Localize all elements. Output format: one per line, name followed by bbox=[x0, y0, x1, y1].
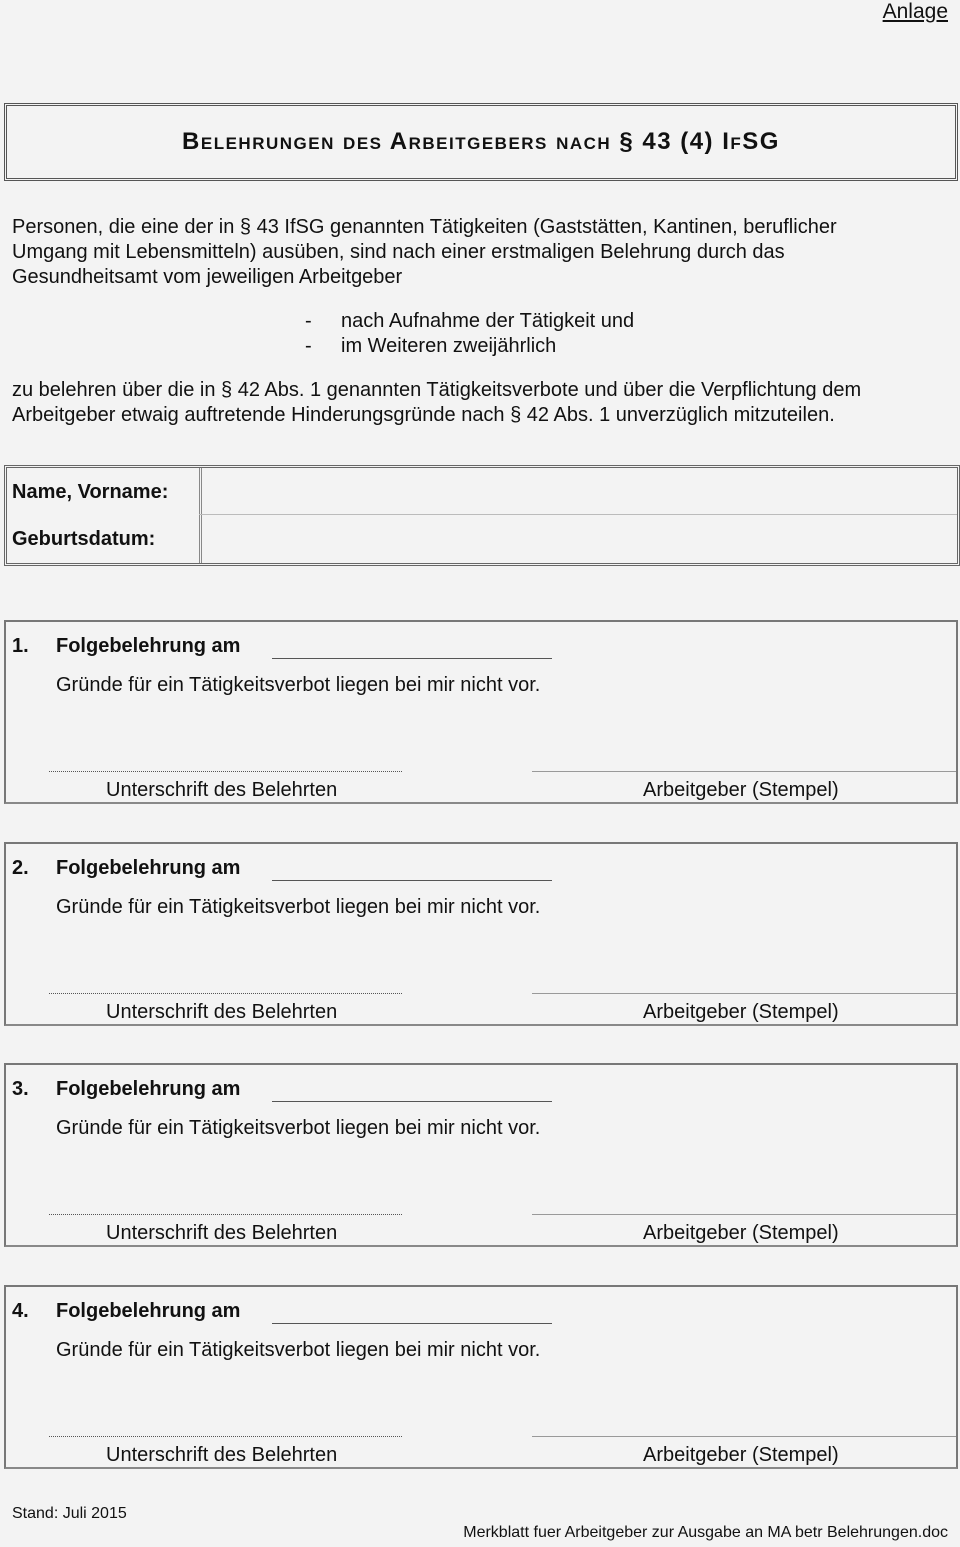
section-number: 3. bbox=[12, 1078, 29, 1100]
section-heading: Folgebelehrung am bbox=[56, 1300, 241, 1322]
person-table bbox=[4, 465, 960, 566]
page-title: Belehrungen des Arbeitgebers nach § 43 (4) IfSG bbox=[182, 128, 780, 155]
date-field[interactable] bbox=[272, 658, 552, 659]
birthdate-label: Geburtsdatum: bbox=[12, 528, 156, 550]
declaration-text: Gründe für ein Tätigkeitsverbot liegen bei mir nicht vor. bbox=[56, 896, 541, 918]
bullet-text: nach Aufnahme der Tätigkeit und bbox=[341, 310, 635, 332]
employer-stamp-label: Arbeitgeber (Stempel) bbox=[643, 1444, 839, 1466]
closing-paragraph bbox=[12, 378, 861, 428]
footer-filename: Merkblatt fuer Arbeitgeber zur Ausgabe an MA betr Belehrungen.doc bbox=[463, 1524, 948, 1541]
employee-signature-label: Unterschrift des Belehrten bbox=[106, 1444, 338, 1466]
stand-date: Stand: Juli 2015 bbox=[12, 1505, 127, 1522]
bullet-text: im Weiteren zweijährlich bbox=[341, 335, 557, 357]
bullet-dash: - bbox=[305, 310, 312, 332]
follow-up-section-3 bbox=[4, 1063, 958, 1247]
signature-line-employee[interactable] bbox=[49, 1214, 402, 1215]
closing-line: Arbeitgeber etwaig auftretende Hinderungsgründe nach § 42 Abs. 1 unverzüglich mitzuteilen. bbox=[12, 404, 835, 426]
follow-up-section-1 bbox=[4, 620, 958, 804]
employee-signature-label: Unterschrift des Belehrten bbox=[106, 1001, 338, 1023]
declaration-text: Gründe für ein Tätigkeitsverbot liegen bei mir nicht vor. bbox=[56, 674, 541, 696]
declaration-text: Gründe für ein Tätigkeitsverbot liegen bei mir nicht vor. bbox=[56, 1117, 541, 1139]
title-box bbox=[4, 103, 958, 181]
signature-line-employee[interactable] bbox=[49, 771, 402, 772]
signature-line-employer[interactable] bbox=[532, 1436, 956, 1437]
section-number: 2. bbox=[12, 857, 29, 879]
section-heading: Folgebelehrung am bbox=[56, 857, 241, 879]
signature-line-employer[interactable] bbox=[532, 771, 956, 772]
employer-stamp-label: Arbeitgeber (Stempel) bbox=[643, 779, 839, 801]
section-number: 4. bbox=[12, 1300, 29, 1322]
signature-line-employee[interactable] bbox=[49, 1436, 402, 1437]
date-field[interactable] bbox=[272, 1323, 552, 1324]
declaration-text: Gründe für ein Tätigkeitsverbot liegen bei mir nicht vor. bbox=[56, 1339, 541, 1361]
closing-line: zu belehren über die in § 42 Abs. 1 genannten Tätigkeitsverbote und über die Verpflichtung dem bbox=[12, 379, 862, 401]
signature-line-employer[interactable] bbox=[532, 1214, 956, 1215]
section-number: 1. bbox=[12, 635, 29, 657]
date-field[interactable] bbox=[272, 880, 552, 881]
intro-paragraph bbox=[12, 215, 837, 290]
bullet-item bbox=[305, 309, 635, 334]
anlage-label: Anlage bbox=[882, 0, 948, 23]
name-label: Name, Vorname: bbox=[12, 481, 169, 503]
bullet-dash: - bbox=[305, 335, 312, 357]
birthdate-field[interactable] bbox=[207, 518, 957, 560]
employee-signature-label: Unterschrift des Belehrten bbox=[106, 1222, 338, 1244]
intro-line: Personen, die eine der in § 43 IfSG genannten Tätigkeiten (Gaststätten, Kantinen, beruflicher bbox=[12, 216, 837, 238]
section-heading: Folgebelehrung am bbox=[56, 635, 241, 657]
bullet-item bbox=[305, 334, 557, 359]
intro-line: Umgang mit Lebensmitteln) ausüben, sind nach einer erstmaligen Belehrung durch das bbox=[12, 241, 785, 263]
signature-line-employer[interactable] bbox=[532, 993, 956, 994]
employer-stamp-label: Arbeitgeber (Stempel) bbox=[643, 1222, 839, 1244]
section-heading: Folgebelehrung am bbox=[56, 1078, 241, 1100]
intro-line: Gesundheitsamt vom jeweiligen Arbeitgeber bbox=[12, 266, 403, 288]
signature-line-employee[interactable] bbox=[49, 993, 402, 994]
date-field[interactable] bbox=[272, 1101, 552, 1102]
follow-up-section-2 bbox=[4, 842, 958, 1026]
employer-stamp-label: Arbeitgeber (Stempel) bbox=[643, 1001, 839, 1023]
name-field[interactable] bbox=[207, 471, 957, 513]
employee-signature-label: Unterschrift des Belehrten bbox=[106, 779, 338, 801]
follow-up-section-4 bbox=[4, 1285, 958, 1469]
